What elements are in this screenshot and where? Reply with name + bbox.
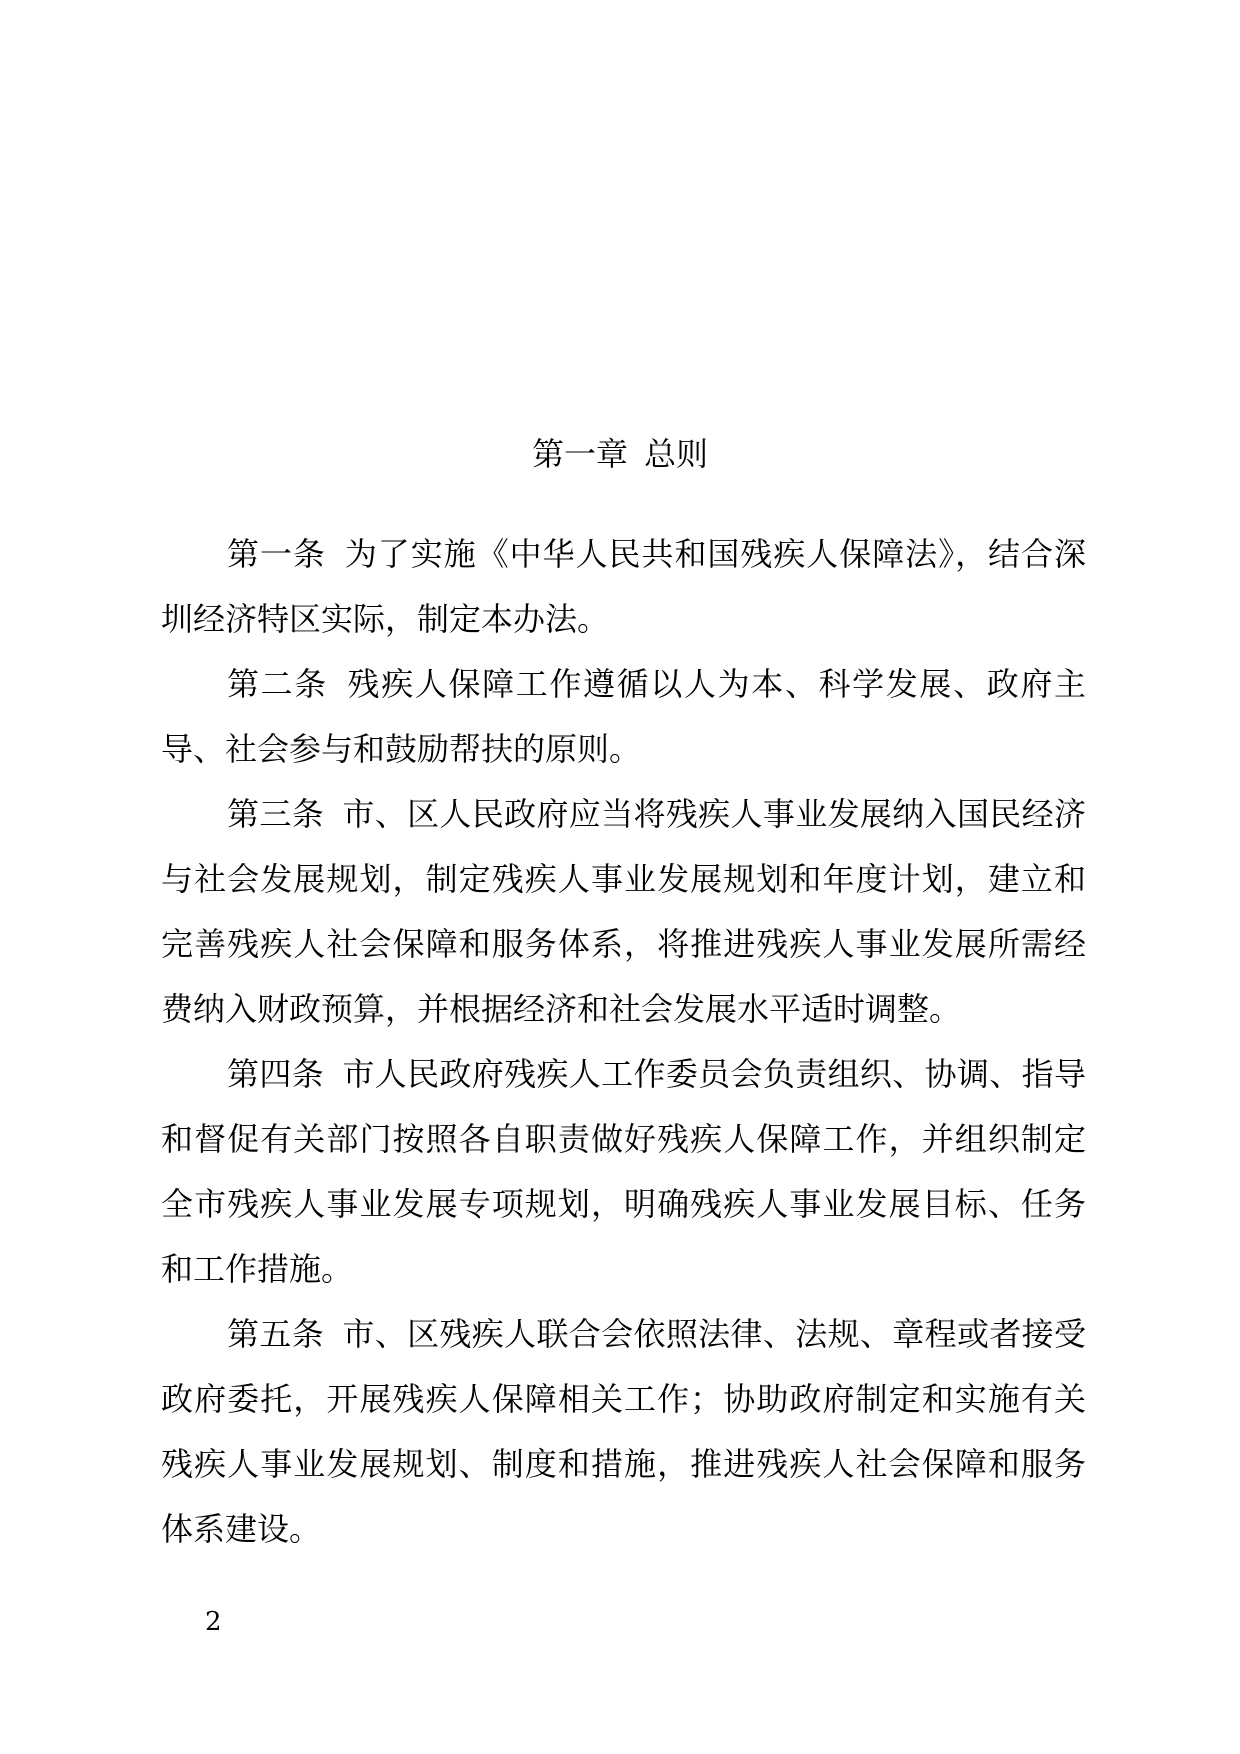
article-text: 市人民政府残疾人工作委员会负责组织、协调、指导和督促有关部门按照各自职责做好残疾人保障工作，并组织制定全市残疾人事业发展专项规划，明确残疾人事业发展目标、任务和工作措施。 [161, 1055, 1086, 1288]
article-1 [161, 522, 1086, 652]
article-label: 第一条 [227, 535, 326, 573]
article-5 [161, 1302, 1086, 1562]
article-label: 第五条 [227, 1315, 325, 1353]
page-number: 2 [205, 1607, 222, 1637]
chapter-number: 第一章 [531, 435, 628, 473]
article-text: 残疾人保障工作遵循以人为本、科学发展、政府主导、社会参与和鼓励帮扶的原则。 [161, 665, 1086, 768]
article-label: 第二条 [227, 665, 328, 703]
article-2 [161, 652, 1086, 782]
article-text: 市、区残疾人联合会依照法律、法规、章程或者接受政府委托，开展残疾人保障相关工作；协助政府制定和实施有关残疾人事业发展规划、制度和措施，推进残疾人社会保障和服务体系建设。 [161, 1315, 1086, 1548]
article-4 [161, 1042, 1086, 1302]
article-3 [161, 782, 1086, 1042]
article-label: 第三条 [227, 795, 325, 833]
article-label: 第四条 [227, 1055, 325, 1093]
chapter-heading [0, 432, 1240, 476]
article-text: 市、区人民政府应当将残疾人事业发展纳入国民经济与社会发展规划，制定残疾人事业发展规划和年度计划，建立和完善残疾人社会保障和服务体系，将推进残疾人事业发展所需经费纳入财政预算，并根据经济和社会发展水平适时调整。 [161, 795, 1086, 1028]
chapter-title: 总则 [644, 435, 709, 473]
article-text: 为了实施《中华人民共和国残疾人保障法》，结合深圳经济特区实际，制定本办法。 [161, 535, 1086, 638]
